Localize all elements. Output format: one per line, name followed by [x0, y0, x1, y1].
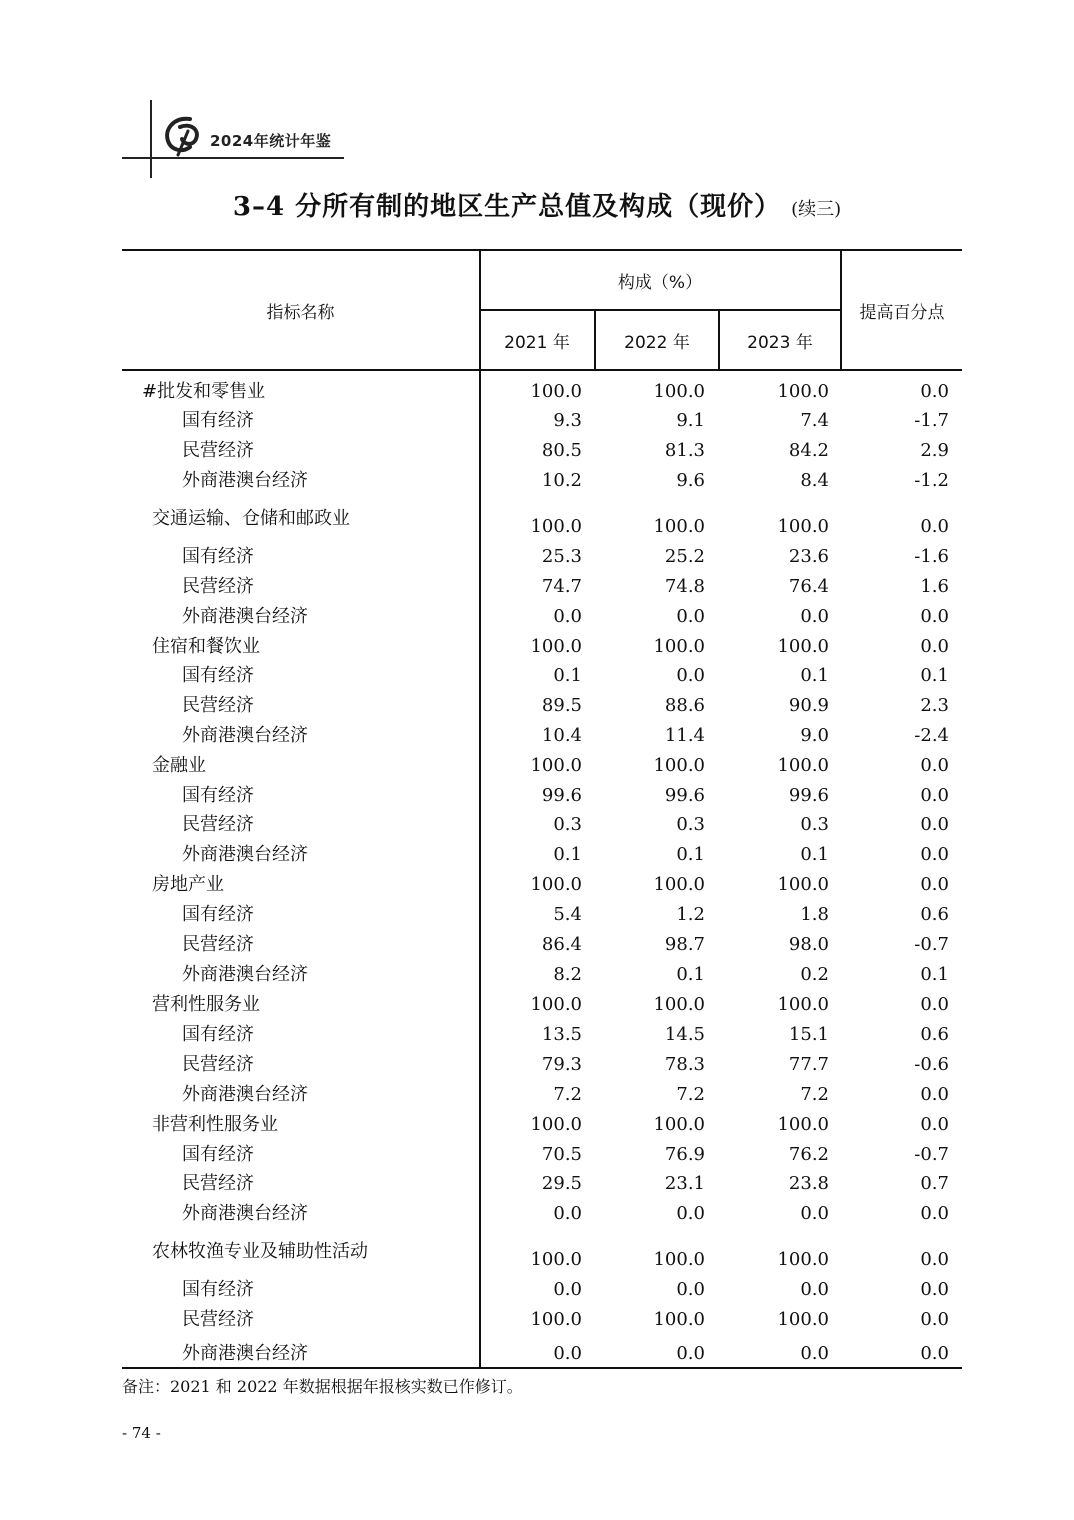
row-ownership-name: 国有经济 — [182, 1024, 254, 1045]
value-2023: 23.8 — [788, 1173, 829, 1194]
value-2023: 7.4 — [800, 410, 829, 431]
page-number: - 74 - — [122, 1424, 161, 1442]
value-2021: 80.5 — [541, 440, 582, 461]
value-2022: 100.0 — [653, 1249, 705, 1270]
value-2022: 11.4 — [664, 725, 705, 746]
value-2023: 100.0 — [777, 636, 829, 657]
value-change: 0.1 — [920, 665, 949, 686]
table-row — [122, 691, 962, 721]
value-2023: 23.6 — [788, 546, 829, 567]
table-row — [122, 810, 962, 840]
value-2022: 25.2 — [664, 546, 705, 567]
table-row — [122, 1080, 962, 1110]
value-2023: 100.0 — [777, 994, 829, 1015]
value-2022: 100.0 — [653, 1309, 705, 1330]
value-2022: 99.6 — [664, 785, 705, 806]
row-ownership-name: 外商港澳台经济 — [182, 1203, 308, 1224]
page-title — [0, 186, 1074, 223]
value-2023: 0.0 — [800, 1203, 829, 1224]
value-2023: 100.0 — [777, 1114, 829, 1135]
table-head-bottom-rule — [122, 369, 962, 371]
value-2022: 100.0 — [653, 516, 705, 537]
table-row — [122, 990, 962, 1020]
value-2021: 0.0 — [553, 606, 582, 627]
table-row — [122, 602, 962, 632]
value-change: 1.6 — [920, 576, 949, 597]
value-change: 0.0 — [920, 1114, 949, 1135]
value-change: 0.0 — [920, 606, 949, 627]
table-row — [122, 1241, 962, 1275]
value-2022: 0.3 — [676, 814, 705, 835]
value-change: 0.0 — [920, 1084, 949, 1105]
header-year-2021: 2021 年 — [504, 333, 570, 353]
value-change: 0.0 — [920, 516, 949, 537]
value-change: -1.2 — [914, 470, 949, 491]
value-2022: 100.0 — [653, 1114, 705, 1135]
value-2023: 9.0 — [800, 725, 829, 746]
table-row — [122, 1050, 962, 1080]
header-year-2022: 2022 年 — [624, 333, 690, 353]
row-ownership-name: 国有经济 — [182, 1144, 254, 1165]
value-2022: 100.0 — [653, 755, 705, 776]
row-ownership-name: 民营经济 — [182, 576, 254, 597]
value-2022: 23.1 — [664, 1173, 705, 1194]
value-change: 0.0 — [920, 785, 949, 806]
value-2023: 100.0 — [777, 755, 829, 776]
row-ownership-name: 民营经济 — [182, 814, 254, 835]
value-2022: 0.0 — [676, 606, 705, 627]
value-2023: 100.0 — [777, 1249, 829, 1270]
value-2021: 100.0 — [530, 516, 582, 537]
value-2021: 100.0 — [530, 755, 582, 776]
table-note: 备注：2021 和 2022 年数据根据年报核实数已作修订。 — [122, 1377, 523, 1396]
value-2022: 81.3 — [664, 440, 705, 461]
value-change: -1.6 — [914, 546, 949, 567]
value-2022: 7.2 — [676, 1084, 705, 1105]
table-row — [122, 508, 962, 542]
value-change: 0.6 — [920, 904, 949, 925]
value-2021: 70.5 — [541, 1144, 582, 1165]
row-ownership-name: 外商港澳台经济 — [182, 470, 308, 491]
header-change: 提高百分点 — [859, 303, 945, 323]
value-2021: 9.3 — [553, 410, 582, 431]
yearbook-logo-icon — [160, 113, 206, 159]
header-year-2023: 2023 年 — [747, 333, 813, 353]
row-industry-name: 住宿和餐饮业 — [152, 636, 260, 657]
row-industry-name: 营利性服务业 — [152, 994, 260, 1015]
row-ownership-name: 民营经济 — [182, 1309, 254, 1330]
header-vertical-rule — [150, 100, 152, 178]
value-2023: 100.0 — [777, 516, 829, 537]
value-2021: 0.1 — [553, 844, 582, 865]
row-industry-name: #批发和零售业 — [142, 381, 266, 402]
value-2021: 10.2 — [541, 470, 582, 491]
table-title-continuation: (续三) — [791, 199, 842, 220]
table-row — [122, 1339, 962, 1369]
value-2021: 100.0 — [530, 636, 582, 657]
value-2022: 0.0 — [676, 1343, 705, 1364]
value-change: 0.0 — [920, 1279, 949, 1300]
value-2023: 0.0 — [800, 1279, 829, 1300]
table-row — [122, 406, 962, 436]
value-change: 0.0 — [920, 994, 949, 1015]
table-row — [122, 870, 962, 900]
table-row — [122, 542, 962, 572]
row-ownership-name: 国有经济 — [182, 1279, 254, 1300]
value-2021: 100.0 — [530, 994, 582, 1015]
value-2021: 0.0 — [553, 1203, 582, 1224]
value-2021: 100.0 — [530, 1309, 582, 1330]
value-2023: 7.2 — [800, 1084, 829, 1105]
value-2021: 100.0 — [530, 874, 582, 895]
value-2021: 86.4 — [541, 934, 582, 955]
value-2023: 0.2 — [800, 964, 829, 985]
row-ownership-name: 国有经济 — [182, 665, 254, 686]
row-industry-name: 金融业 — [152, 755, 206, 776]
row-ownership-name: 外商港澳台经济 — [182, 1084, 308, 1105]
value-2021: 0.0 — [553, 1279, 582, 1300]
value-2023: 90.9 — [788, 695, 829, 716]
value-2022: 0.1 — [676, 964, 705, 985]
table-title: 3–4 分所有制的地区生产总值及构成（现价） — [232, 192, 782, 222]
value-change: 0.0 — [920, 755, 949, 776]
value-2021: 25.3 — [541, 546, 582, 567]
value-change: 0.1 — [920, 964, 949, 985]
table-row — [122, 840, 962, 870]
value-2021: 0.0 — [553, 1343, 582, 1364]
header-indicator: 指标名称 — [266, 303, 335, 323]
value-2023: 100.0 — [777, 1309, 829, 1330]
table-row — [122, 436, 962, 466]
value-2022: 14.5 — [664, 1024, 705, 1045]
value-change: -0.6 — [914, 1054, 949, 1075]
value-change: 0.0 — [920, 814, 949, 835]
value-2021: 13.5 — [541, 1024, 582, 1045]
value-2021: 0.1 — [553, 665, 582, 686]
value-2023: 0.0 — [800, 606, 829, 627]
value-2023: 100.0 — [777, 874, 829, 895]
table-row — [122, 572, 962, 602]
value-2023: 100.0 — [777, 381, 829, 402]
value-change: 0.0 — [920, 844, 949, 865]
value-2021: 74.7 — [541, 576, 582, 597]
row-ownership-name: 国有经济 — [182, 410, 254, 431]
value-2022: 0.0 — [676, 1279, 705, 1300]
table-row — [122, 1020, 962, 1050]
value-2021: 7.2 — [553, 1084, 582, 1105]
value-2022: 100.0 — [653, 874, 705, 895]
row-ownership-name: 民营经济 — [182, 1054, 254, 1075]
value-change: 0.6 — [920, 1024, 949, 1045]
value-change: 0.0 — [920, 1203, 949, 1224]
value-2021: 99.6 — [541, 785, 582, 806]
value-2022: 98.7 — [664, 934, 705, 955]
value-2023: 0.3 — [800, 814, 829, 835]
value-change: -1.7 — [914, 410, 949, 431]
table-row — [122, 960, 962, 990]
row-ownership-name: 外商港澳台经济 — [182, 725, 308, 746]
table-row — [122, 930, 962, 960]
table-row — [122, 1110, 962, 1140]
row-industry-name: 房地产业 — [152, 874, 224, 895]
value-change: 0.0 — [920, 381, 949, 402]
value-change: -0.7 — [914, 1144, 949, 1165]
value-2023: 0.0 — [800, 1343, 829, 1364]
row-industry-name: 非营利性服务业 — [152, 1114, 278, 1135]
value-2023: 76.4 — [788, 576, 829, 597]
row-industry-name: 交通运输、仓储和邮政业 — [152, 508, 350, 529]
value-2021: 10.4 — [541, 725, 582, 746]
value-2022: 100.0 — [653, 636, 705, 657]
value-change: 0.0 — [920, 1343, 949, 1364]
value-2022: 74.8 — [664, 576, 705, 597]
value-2023: 99.6 — [788, 785, 829, 806]
value-2021: 100.0 — [530, 1249, 582, 1270]
value-2023: 98.0 — [788, 934, 829, 955]
table-row — [122, 721, 962, 751]
table-row — [122, 377, 962, 407]
table-row — [122, 466, 962, 496]
row-ownership-name: 外商港澳台经济 — [182, 606, 308, 627]
value-2021: 89.5 — [541, 695, 582, 716]
table-head — [122, 251, 962, 370]
value-change: 0.0 — [920, 1249, 949, 1270]
value-2023: 0.1 — [800, 665, 829, 686]
value-change: 2.9 — [920, 440, 949, 461]
value-2023: 84.2 — [788, 440, 829, 461]
value-change: 0.0 — [920, 1309, 949, 1330]
yearbook-title: 2024年统计年鉴 — [210, 132, 332, 150]
value-2022: 76.9 — [664, 1144, 705, 1165]
value-change: -0.7 — [914, 934, 949, 955]
row-ownership-name: 民营经济 — [182, 440, 254, 461]
row-ownership-name: 民营经济 — [182, 1173, 254, 1194]
value-2022: 9.6 — [676, 470, 705, 491]
value-2021: 0.3 — [553, 814, 582, 835]
table-row — [122, 751, 962, 781]
value-2021: 5.4 — [553, 904, 582, 925]
value-2022: 100.0 — [653, 994, 705, 1015]
row-ownership-name: 国有经济 — [182, 904, 254, 925]
table-row — [122, 1305, 962, 1335]
table-row — [122, 1140, 962, 1170]
row-ownership-name: 外商港澳台经济 — [182, 844, 308, 865]
value-2022: 78.3 — [664, 1054, 705, 1075]
value-2022: 100.0 — [653, 381, 705, 402]
table-row — [122, 1199, 962, 1229]
value-2023: 0.1 — [800, 844, 829, 865]
value-2021: 100.0 — [530, 381, 582, 402]
value-change: 0.0 — [920, 636, 949, 657]
row-ownership-name: 外商港澳台经济 — [182, 964, 308, 985]
value-change: 2.3 — [920, 695, 949, 716]
table-row — [122, 1275, 962, 1305]
value-2022: 0.0 — [676, 1203, 705, 1224]
row-ownership-name: 国有经济 — [182, 546, 254, 567]
row-ownership-name: 国有经济 — [182, 785, 254, 806]
row-ownership-name: 外商港澳台经济 — [182, 1343, 308, 1364]
value-2022: 88.6 — [664, 695, 705, 716]
value-2021: 8.2 — [553, 964, 582, 985]
table-row — [122, 661, 962, 691]
header-composition: 构成（%） — [617, 272, 703, 293]
table-row — [122, 781, 962, 811]
table-bottom-rule — [122, 1367, 962, 1369]
value-2022: 9.1 — [676, 410, 705, 431]
row-industry-name: 农林牧渔专业及辅助性活动 — [152, 1241, 368, 1262]
header-horizontal-rule — [122, 157, 344, 159]
value-2023: 1.8 — [800, 904, 829, 925]
value-change: 0.0 — [920, 874, 949, 895]
value-change: 0.7 — [920, 1173, 949, 1194]
value-2023: 76.2 — [788, 1144, 829, 1165]
value-2023: 8.4 — [800, 470, 829, 491]
value-2021: 79.3 — [541, 1054, 582, 1075]
row-ownership-name: 民营经济 — [182, 934, 254, 955]
value-2023: 77.7 — [788, 1054, 829, 1075]
value-change: -2.4 — [914, 725, 949, 746]
value-2022: 1.2 — [676, 904, 705, 925]
row-ownership-name: 民营经济 — [182, 695, 254, 716]
value-2021: 29.5 — [541, 1173, 582, 1194]
table-row — [122, 1169, 962, 1199]
value-2023: 15.1 — [788, 1024, 829, 1045]
value-2021: 100.0 — [530, 1114, 582, 1135]
table-row — [122, 632, 962, 662]
value-2022: 0.1 — [676, 844, 705, 865]
value-2022: 0.0 — [676, 665, 705, 686]
table-row — [122, 900, 962, 930]
